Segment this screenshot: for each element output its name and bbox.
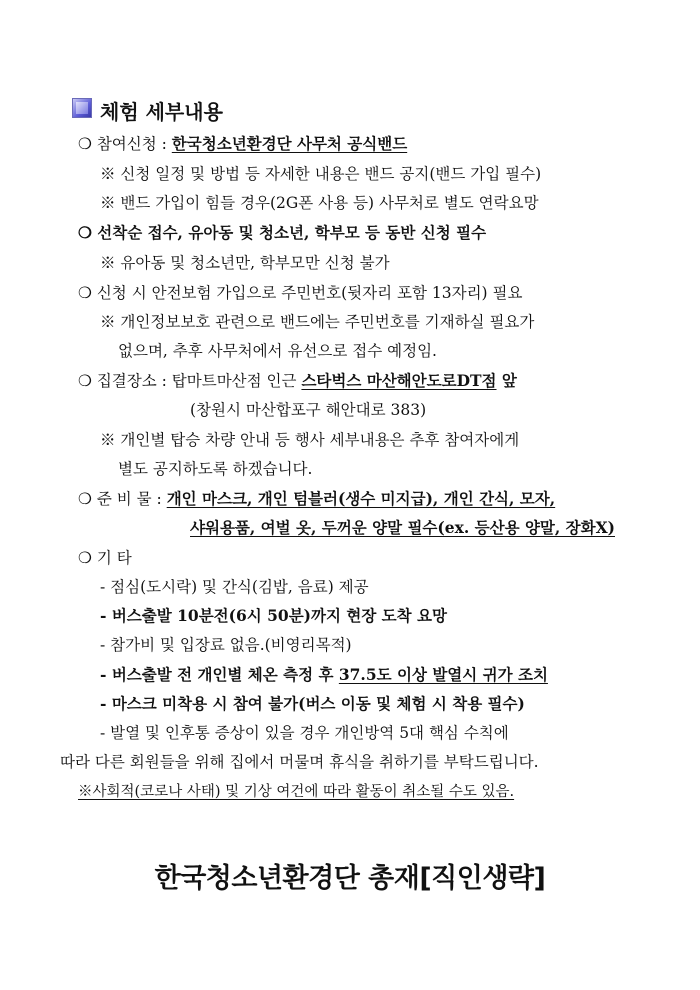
insurance-line: ❍ 신청 시 안전보험 가입으로 주민번호(뒷자리 포함 13자리) 필요	[78, 284, 523, 302]
etc-item: - 마스크 미착용 시 참여 불가(버스 이동 및 체험 시 착용 필수)	[100, 694, 525, 713]
note-line: ※ 유아동 및 청소년만, 학부모만 신청 불가	[100, 254, 390, 272]
note-line: 없으며, 추후 사무처에서 유선으로 접수 예정임.	[118, 342, 437, 360]
signature: 한국청소년환경단 총재[직인생략]	[154, 863, 546, 894]
participation-label: ❍ 참여신청 :	[78, 135, 172, 153]
meeting-place-label: ❍ 집결장소 : 탑마트마산점 인근	[78, 372, 302, 390]
supplies-value: 개인 마스크, 개인 텀블러(생수 미지급), 개인 간식, 모자,	[166, 489, 556, 508]
requirement-line: ❍ 선착순 접수, 유아동 및 청소년, 학부모 등 동반 신청 필수	[78, 223, 487, 242]
etc-heading: ❍ 기 타	[78, 549, 132, 567]
etc-item-continued: 따라 다른 회원들을 위해 집에서 머물며 휴식을 취하기를 부탁드립니다.	[60, 753, 539, 771]
etc-item: - 발열 및 인후통 증상이 있을 경우 개인방역 5대 핵심 수칙에	[100, 724, 509, 742]
supplies-line-2: 샤워용품, 여벌 옷, 두꺼운 양말 필수(ex. 등산용 양말, 장화X)	[190, 518, 615, 537]
etc-item: - 점심(도시락) 및 간식(김밥, 음료) 제공	[100, 578, 369, 596]
etc-item: - 버스출발 10분전(6시 50분)까지 현장 도착 요망	[100, 606, 447, 625]
note-line: 별도 공지하도록 하겠습니다.	[118, 460, 313, 478]
section-bullet-icon	[72, 98, 92, 118]
cancellation-note: ※사회적(코로나 사태) 및 기상 여건에 따라 활동이 취소될 수도 있음.	[78, 784, 515, 800]
participation-line	[78, 133, 407, 155]
note-line: ※ 밴드 가입이 힘들 경우(2G폰 사용 등) 사무처로 별도 연락요망	[100, 194, 539, 212]
meeting-place-value: 스타벅스 마산해안도로DT점	[301, 371, 497, 390]
note-line: ※ 개인정보보호 관련으로 밴드에는 주민번호를 기재하실 필요가	[100, 313, 535, 331]
note-line: ※ 신청 일정 및 방법 등 자세한 내용은 밴드 공지(밴드 가입 필수)	[100, 165, 542, 183]
fever-rule: 37.5도 이상 발열시 귀가 조치	[338, 665, 548, 684]
etc-item: - 참가비 및 입장료 없음.(비영리목적)	[100, 636, 352, 654]
address-line: (창원시 마산합포구 해안대로 383)	[190, 401, 427, 419]
supplies-label: ❍ 준 비 물 :	[78, 490, 167, 508]
meeting-place-line	[78, 370, 517, 392]
section-title: 체험 세부내용	[100, 100, 223, 124]
note-line: ※ 개인별 탑승 차량 안내 등 행사 세부내용은 추후 참여자에게	[100, 431, 520, 449]
meeting-place-tail: 앞	[496, 371, 517, 390]
temperature-check: - 버스출발 전 개인별 체온 측정 후	[100, 665, 339, 684]
supplies-line	[78, 488, 555, 510]
etc-item	[100, 664, 548, 686]
participation-value: 한국청소년환경단 사무처 공식밴드	[171, 134, 408, 153]
